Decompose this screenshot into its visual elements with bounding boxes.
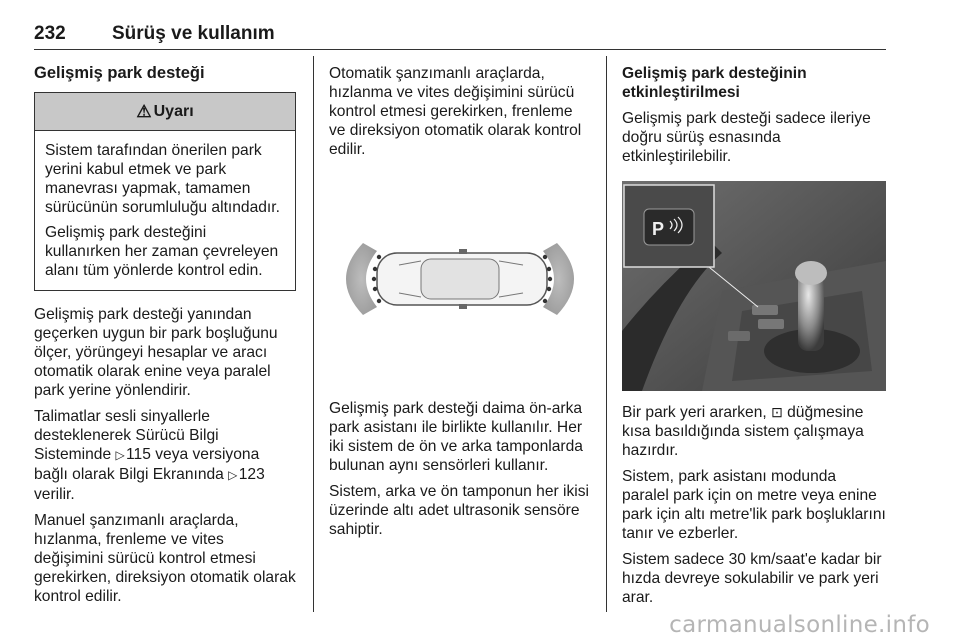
body-paragraph: Manuel şanzımanlı araçlarda, hızlanma, frenleme ve vites değişimini sürücü kontrol etmesi gerekirken, direksiyon otomatik olarak kontrol edilir. [34,512,296,605]
subsection-heading: Gelişmiş park desteğinin etkinleştirilmesi [622,65,807,101]
body-paragraph: Otomatik şanzımanlı araçlarda, hızlanma ve vites değişimini sürücü kontrol etmesi gerekirken, frenleme ve direksiyon otomatik olarak kontrol edilir. [329,65,582,158]
warning-body [35,131,295,290]
body-paragraph: Sistem, arka ve ön tamponun her ikisi üzerinde altı adet ultrasonik sensöre sahiptir. [329,483,590,538]
body-paragraph: Sistem, park asistanı modunda paralel park için on metre veya enine park için altı metre'lik park boşluklarını tanır ve ezberler. [622,468,886,542]
body-paragraph: Gelişmiş park desteği sadece ileriye doğru sürüş esnasında etkinleştirilebilir. [622,110,871,165]
column-divider-left [313,56,314,612]
watermark: carmanualsonline.info [669,612,930,638]
parking-sensor-diagram [329,173,591,385]
page-reference-icon: ▷ [228,468,238,482]
column-3 [622,64,886,614]
warning-paragraph: Gelişmiş park desteğini kullanırken her zaman çevreleyen alanı tüm yönlerde kontrol edin. [45,224,279,279]
warning-paragraph: Sistem tarafından önerilen park yerini kabul etmek ve park manevrası yapmak, tamamen sürücünün sorumluluğu altındadır. [45,142,280,216]
car-top-view [377,249,547,309]
column-1 [34,64,296,613]
park-assist-icon: ⊡ [771,404,783,420]
body-paragraph: Gelişmiş park desteği daima ön-arka park asistanı ile birlikte kullanılır. Her iki sistem de ön ve arka tamponlarda bulunan aynı sensörleri kullanır. [329,400,583,474]
body-paragraph: Bir park yeri ararken, ⊡ düğmesine kısa basıldığında sistem çalışmaya hazırdır. [622,404,864,459]
column-divider-right [606,56,607,612]
warning-header [35,93,295,131]
section-title: Gelişmiş park desteği [34,64,205,82]
column-2 [329,64,593,546]
warning-box [34,92,296,291]
body-paragraph: Talimatlar sesli sinyallerle desteklenerek Sürücü Bilgi Sisteminde ▷ 115 veya versiyona bağlı olarak Bilgi Ekranında ▷ 123 verilir. [34,408,265,503]
page-reference-icon: ▷ [115,448,125,462]
page-reference-link[interactable]: 115 [126,446,151,463]
center-console-photo [622,181,886,391]
page-number: 232 [34,23,66,44]
body-paragraph: Gelişmiş park desteği yanından geçerken uygun bir park boşluğunu ölçer, yörüngeyi hesaplar ve aracı otomatik olarak enine veya paralel park yerine yönlendirir. [34,306,278,399]
chapter-title: Sürüş ve kullanım [112,23,275,44]
body-paragraph: Sistem sadece 30 km/saat'e kadar bir hızda devreye sokulabilir ve park yeri arar. [622,551,882,606]
warning-triangle-icon: ⚠ [136,102,152,121]
warning-label: Uyarı [153,103,194,120]
header-rule [34,49,886,50]
page-reference-link[interactable]: 123 [238,466,265,483]
park-assist-button-label: P [652,219,665,239]
